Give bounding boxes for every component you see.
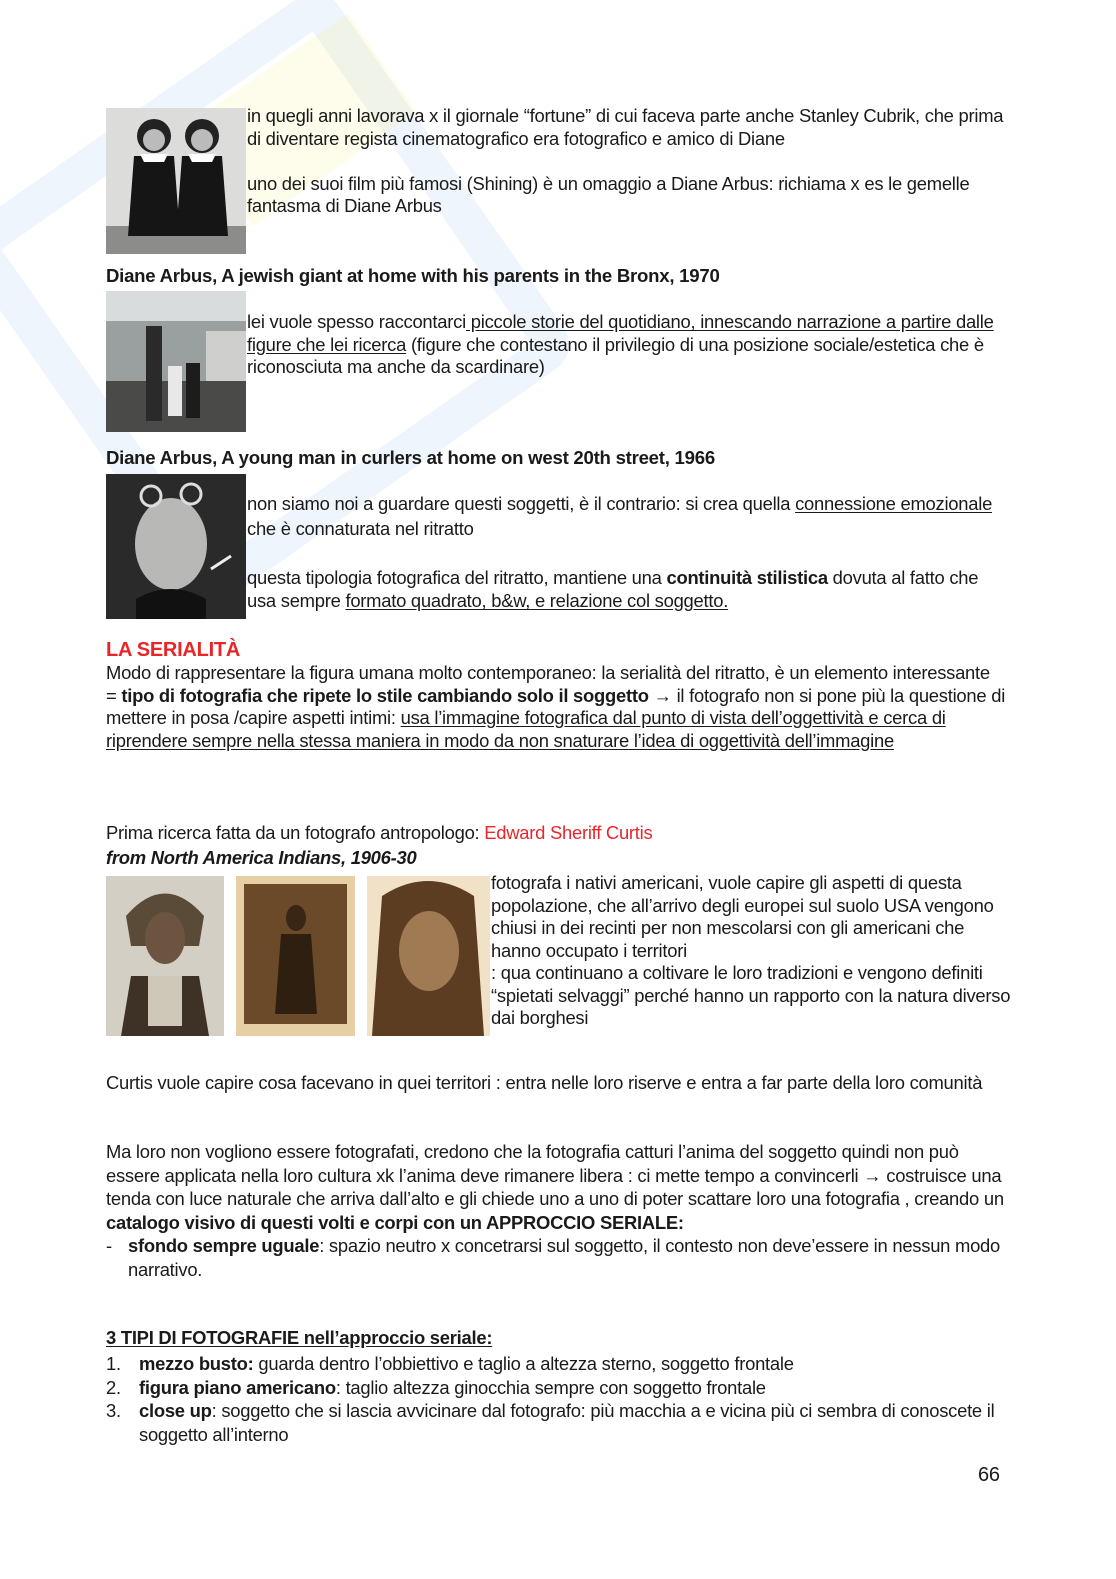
- text: nell’approccio seriale:: [298, 1327, 493, 1348]
- text: guarda dentro l’obbiettivo e taglio a altezza sterno, soggetto frontale: [253, 1353, 794, 1374]
- paragraph: Modo di rappresentare la figura umana molto contemporaneo: la serialità del ritratto, è un elemento interessante: [106, 662, 990, 683]
- text: lei vuole spesso raccontarci: [247, 311, 466, 332]
- page-number: 66: [978, 1464, 1000, 1486]
- underlined-text: piccole storie del quotidiano, innescando narrazione a partire dalle figure che lei ricerca: [247, 311, 994, 355]
- paragraph: [247, 566, 1007, 612]
- curtis-description: [491, 872, 1011, 1030]
- list-item: [106, 1352, 1006, 1376]
- types-list: [106, 1352, 1006, 1446]
- arrow-icon: →: [863, 1164, 887, 1186]
- text: =: [106, 684, 122, 706]
- work-title: from North America Indians, 1906-30: [106, 847, 417, 868]
- photo-young-man-curlers: [106, 474, 246, 619]
- bold-text: mezzo busto:: [139, 1353, 254, 1374]
- list-number: 1.: [106, 1353, 121, 1374]
- bold-text: tipo di fotografia che ripete lo stile cambiando solo il soggetto: [121, 684, 649, 706]
- paragraph: in quegli anni lavorava x il giornale “fortune” di cui faceva parte anche Stanley Cubrik, che prima di diventare regista cinematografico era fotografico e amico di Diane: [247, 105, 1004, 149]
- list-item: [106, 1376, 1006, 1400]
- paragraph: fotografa i nativi americani, vuole capire gli aspetti di questa popolazione, che all’arrivo degli europei sul suolo USA vengono chiusi in dei recinti per non mescolarsi con gli americani che hanno occupato i territori: [491, 872, 994, 961]
- young-man-text: [247, 491, 1007, 612]
- text: (figure che contestano il privilegio di una posizione sociale/estetica che è riconosciuta ma anche da scardinare): [247, 333, 984, 377]
- list-number: 2.: [106, 1376, 121, 1398]
- text: : taglio altezza ginocchia sempre con soggetto frontale: [335, 1376, 766, 1398]
- giant-text: [247, 311, 1007, 379]
- curtis-intro: [106, 822, 652, 845]
- arrow-icon: →: [648, 684, 677, 706]
- paragraph: [106, 685, 1006, 753]
- bold-text: continuità stilistica: [666, 567, 828, 588]
- underlined-text: formato quadrato, b&w, e relazione col soggetto.: [345, 590, 729, 611]
- bullet-marker: -: [106, 1235, 112, 1256]
- underlined-text: connessione emozionale: [795, 493, 993, 514]
- photo-curtis-2: [236, 876, 355, 1036]
- twins-image: [106, 108, 246, 254]
- curtis-territori: Curtis vuole capire cosa facevano in quei territori : entra nelle loro riserve e entra a far parte della loro comunità: [106, 1072, 983, 1093]
- section-title: LA SERIALITÀ: [106, 639, 241, 661]
- young-man-image: [106, 474, 246, 619]
- paragraph: [247, 491, 1007, 541]
- paragraph: [106, 1140, 1006, 1234]
- caption-heading: Diane Arbus, A jewish giant at home with his parents in the Bronx, 1970: [106, 265, 720, 286]
- text: che è connaturata nel ritratto: [247, 518, 474, 539]
- native-face-image: [367, 876, 490, 1036]
- list-number: 3.: [106, 1400, 121, 1421]
- bold-text: sfondo sempre uguale: [128, 1235, 320, 1256]
- text: : spazio neutro x concetrarsi sul soggetto, il contesto non deve’essere in nessun modo narrativo.: [128, 1235, 1001, 1280]
- curtis-approach: [106, 1140, 1006, 1281]
- text: : soggetto che si lascia avvicinare dal fotografo: più macchia a e vicina più ci sembra di conoscete il soggetto all’interno: [139, 1400, 995, 1445]
- text: Prima ricerca fatta da un fotografo antropologo:: [106, 822, 485, 843]
- text: questa tipologia fotografica del ritratto, mantiene una: [247, 567, 667, 588]
- photo-jewish-giant: [106, 291, 246, 432]
- paragraph: uno dei suoi film più famosi (Shining) è un omaggio a Diane Arbus: richiama x es le gemelle fantasma di Diane Arbus: [247, 172, 970, 216]
- jewish-giant-image: [106, 291, 246, 432]
- types-title: [106, 1327, 492, 1350]
- serialita-text: [106, 662, 1006, 752]
- photo-curtis-3: [367, 876, 490, 1036]
- twins-text: [247, 105, 1007, 218]
- text: il fotografo non si pone più la questione di mettere in posa /capire aspetti intimi:: [106, 684, 1006, 728]
- bold-text: figura piano americano: [139, 1376, 336, 1398]
- text: non siamo noi a guardare questi soggetti, è il contrario: si crea quella: [247, 493, 796, 514]
- bullet-item: [106, 1234, 1006, 1281]
- text: costruisce una tenda con luce naturale che arriva dall’alto e gli chiede uno a uno di poter scattare loro una fotografia , creando un: [106, 1164, 1004, 1209]
- photo-identical-twins: [106, 108, 246, 254]
- native-portrait-image: [106, 876, 224, 1036]
- native-figure-image: [236, 876, 355, 1036]
- paragraph: : qua continuano a coltivare le loro tradizioni e vengono definiti “spietati selvaggi” perché hanno un rapporto con la natura diverso dai borghesi: [491, 962, 1011, 1028]
- text: Ma loro non vogliono essere fotografati, credono che la fotografia catturi l’anima del soggetto quindi non può essere applicata nella loro cultura xk l’anima deve rimanere libera : ci mette tempo a convincerli: [106, 1141, 959, 1186]
- list-item: [106, 1399, 1006, 1446]
- bold-text: catalogo visivo di questi volti e corpi con un APPROCCIO SERIALE:: [106, 1211, 684, 1233]
- photographer-name: Edward Sheriff Curtis: [484, 822, 653, 843]
- photo-curtis-1: [106, 876, 224, 1036]
- bold-text: close up: [139, 1400, 212, 1421]
- text: dovuta al fatto che usa sempre: [247, 567, 979, 611]
- underlined-text: usa l’immagine fotografica dal punto di vista dell’oggettività e cerca di riprendere sempre nella stessa maniera in modo da non snaturare l’idea di oggettività dell’immagine: [106, 707, 946, 751]
- paragraph: [247, 311, 1007, 379]
- bold-text: 3 TIPI DI FOTOGRAFIE: [106, 1327, 299, 1348]
- caption-heading: Diane Arbus, A young man in curlers at home on west 20th street, 1966: [106, 447, 715, 468]
